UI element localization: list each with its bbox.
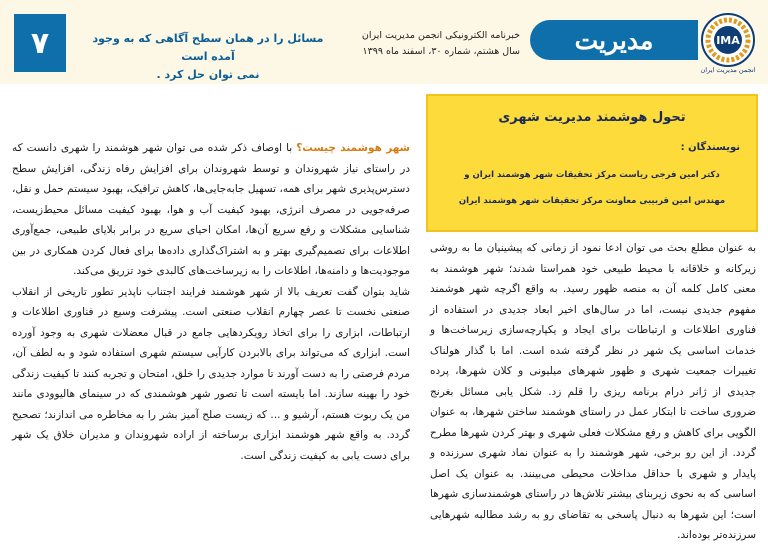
section-heading: شهر هوشمند چیست؟: [296, 142, 410, 154]
article-title: تحول هوشمند مدیریت شهری: [498, 110, 686, 125]
logo-caption: انجمن مدیریت ایران: [700, 66, 756, 74]
right-paragraph: به عنوان مطلع بحث می توان ادعا نمود از زمانی که پیشینیان ما به روشی زیرکانه و خلاقانه با محیط طبیعی خود همراستا شدند؛ شهر هوشمند به معنی کامل کلمه آن به منصه ظهور رسید. به واقع اگرچه شهر هوشمند مفهوم جدیدی نیست، اما در سال‌های اخیر ابعاد جدیدی در استفاده از فناوری اطلاعات و ارتباطات برای ایجاد و یکپارچه‌سازی زیرساخت‌ها و خدمات اساسی یک شهر در نظر گرفته شده است. اما با گذار هولناک تغییرات جمعیت شهری و ظهور شهرهای میلیونی و کلان شهرها، پرده جدیدی از ژانر درام برنامه ریزی را قلم زد. شکل یابی مسائل بغرنج ضروری ساخت تا ابتکار عمل در راستای هوشمند ساختن شهرها، به عنوان الگویی برای کاهش و رفع مشکلات فعلی شهری و بهتر کردن شهرها مطرح گردد. از این رو برخی، شهر هوشمند را به عنوان نماد شهری سرزنده و پایدار و شهری با حداقل مداخلات محیطی می‌بینند. به عنوان یک اصل اساسی که به نحوی زیربنای بیشتر تلاش‌ها در راستای هوشمندسازی شهرها است؛ این شهرها به دنبال پاسخی به تقاضای رو به رشد مطالبه شهرهایی سرزنده‌تر بوده‌اند.: [430, 242, 756, 541]
article-title-box: [426, 94, 758, 232]
newsletter-name: خبرنامه الکترونیکی انجمن مدیریت ایران: [361, 30, 520, 41]
issue-info: [350, 28, 520, 60]
brand-banner: [530, 20, 698, 60]
logo-ring-text: IMA: [716, 34, 740, 47]
quote-line-2: نمی توان حل کرد .: [156, 68, 260, 81]
header-band: [0, 0, 768, 84]
left-paragraph-2: شاید بتوان گفت تعریف بالا از شهر هوشمند فرایند اجتناب ناپذیر تطور تاریخی از انقلاب صنعتی نخست تا عصر چهارم انقلاب صنعتی است. پیشرفت وسیع در فناوری اطلاعات و ارتباطات، ابزاری را برای اتخاذ رویکردهایی جامع در قبال معضلات شهری به وجود آورده است. ابزاری که می‌تواند برای بالابردن کارآیی سیستم شهری استفاده شود و به لطف آن، مردم فرصتی را به دست آورند تا موارد جدیدی را خلق، امتحان و تجربه کنند تا کیفیت زندگی خود را بهینه سازند. اما بایسته است تا تصور شهر هوشمندی که در سینمای هالیوودی مانند من یک ربوت هستم، آرشیو و ... که زیست صلح آمیز بشر را به مخاطره می اندازند؛ تصحیح گردد. به واقع شهر هوشمند ابزاری برساخته از اراده شهروندان و مدیران خلاق یک شهر برای دست یابی به کیفیت زندگی است.: [12, 285, 410, 462]
left-column: [12, 138, 410, 466]
page-number-badge: ۷: [14, 14, 66, 72]
author-1: دکتر امین فرجی ریاست مرکز تحقیقات شهر هوشمند ایران و: [464, 170, 720, 180]
quote-line-1: مسائل را در همان سطح آگاهی که به وجود آمده است: [92, 32, 324, 63]
brand-title: مدیریت: [574, 25, 654, 55]
association-logo-icon: [700, 12, 756, 68]
authors-label: نویسندگان :: [680, 142, 740, 153]
author-2: مهندس امین قربیبی معاونت مرکز تحقیقات شهر هوشمند ایران: [458, 196, 726, 206]
right-column: [430, 238, 756, 546]
left-paragraph-1: [12, 138, 410, 282]
issue-number: سال هشتم، شماره ۳۰، اسفند ماه ۱۳۹۹: [362, 46, 520, 57]
left-paragraph-1-text: با اوصاف ذکر شده می توان شهر هوشمند را شهری دانست که در راستای نیاز شهروندان و توسط شهروندان برای افزایش رفاه زندگی، افزایش سطح دسترس‌پذیری شهر برای همه، تسهیل جابه‌جایی‌ها، کاهش ترافیک، بهبود سیستم حمل و نقل، صرفه‌جویی در مصرف انرژی، بهبود کیفیت آب و هوا، بهبود کیفیت مسائل محیط‌زیست، شناسایی مشکلات و رفع سریع آن‌ها، امکان احیای سریع در برابر بلایای طبیعی، جمع‌آوری اطلاعات برای تصمیم‌گیری بهتر و به اشتراک‌گذاری داده‌ها برای فعال کردن همکاری در بین موجودیت‌ها و دامنه‌ها، اطلاعات را به زیرساخت‌های کالبدی خود تزریق می‌کند.: [12, 142, 410, 277]
header-quote: [92, 30, 324, 84]
